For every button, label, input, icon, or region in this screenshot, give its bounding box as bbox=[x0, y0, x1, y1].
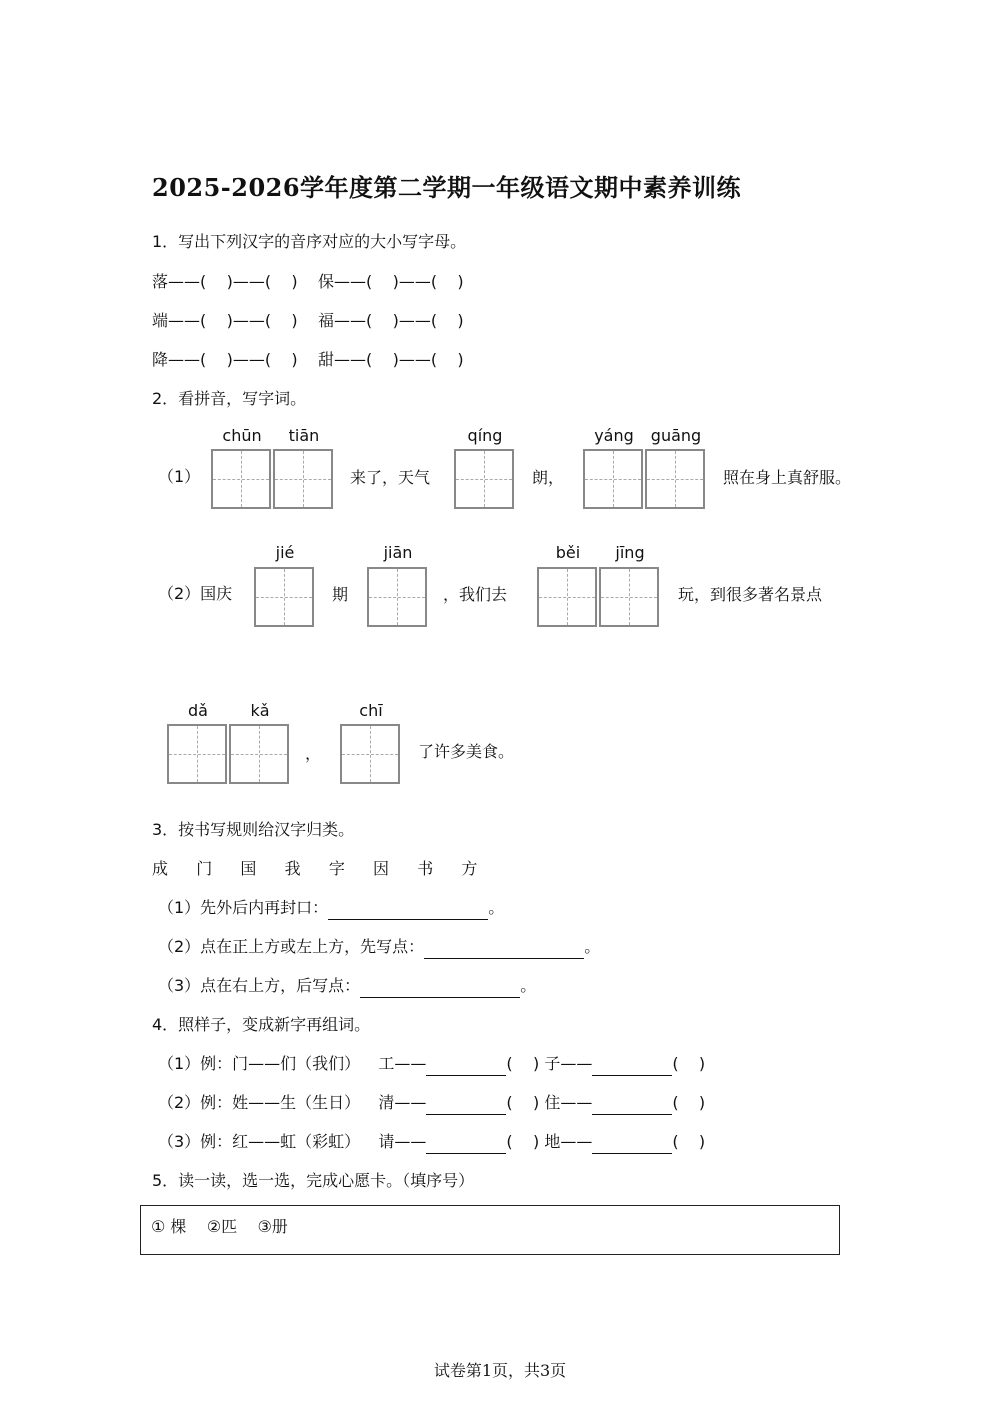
writing-grid[interactable] bbox=[229, 724, 289, 784]
q5-options: ① 棵 ②匹 ③册 bbox=[151, 1217, 288, 1236]
q4-example: （3）例：红——虹（彩虹） bbox=[158, 1132, 361, 1151]
q3-item-3 bbox=[158, 974, 536, 998]
q4-paren[interactable]: ( ) bbox=[672, 1132, 706, 1151]
answer-blank[interactable] bbox=[426, 1096, 506, 1115]
q4-stem: 4．照样子，变成新字再组词。 bbox=[152, 1015, 371, 1034]
page-footer: 试卷第1页，共3页 bbox=[433, 1361, 567, 1380]
q3-stem: 3．按书写规则给汉字归类。 bbox=[152, 820, 355, 839]
pinyin-bei: běi bbox=[555, 543, 581, 562]
q4-word-a: 工—— bbox=[378, 1054, 427, 1073]
writing-grid[interactable] bbox=[254, 567, 314, 627]
q1-row-1: 落——( )——( ) 保——( )——( ) bbox=[152, 272, 464, 291]
answer-blank[interactable] bbox=[592, 1135, 672, 1154]
pinyin-chi: chī bbox=[359, 701, 383, 720]
q3-char: 方 bbox=[461, 859, 478, 878]
q2-item2-text-1: 期 bbox=[332, 585, 349, 604]
q2-item2-text-5: 了许多美食。 bbox=[418, 742, 515, 761]
answer-blank[interactable] bbox=[360, 979, 520, 998]
wish-card-options-box bbox=[140, 1205, 840, 1255]
q4-paren[interactable]: ( ) bbox=[672, 1093, 706, 1112]
q3-item-end: 。 bbox=[584, 937, 601, 956]
q5-stem: 5．读一读，选一选，完成心愿卡。（填序号） bbox=[152, 1171, 475, 1190]
q3-item-2 bbox=[158, 935, 600, 959]
q3-char: 书 bbox=[417, 859, 434, 878]
writing-grid[interactable] bbox=[645, 449, 705, 509]
pinyin-guang: guāng bbox=[650, 426, 702, 445]
page-title: 2025-2026学年度第二学期一年级语文期中素养训练 bbox=[152, 173, 742, 202]
q4-item-1 bbox=[158, 1052, 705, 1076]
pinyin-jing: jīng bbox=[615, 543, 645, 562]
q4-item-3 bbox=[158, 1130, 705, 1154]
pinyin-da: dǎ bbox=[188, 701, 208, 720]
q2-item1-num: （1） bbox=[158, 467, 201, 486]
answer-blank[interactable] bbox=[592, 1057, 672, 1076]
pinyin-jian: jiān bbox=[383, 543, 413, 562]
answer-blank[interactable] bbox=[424, 940, 584, 959]
q3-char: 因 bbox=[373, 859, 390, 878]
q4-example: （1）例：门——们（我们） bbox=[158, 1054, 361, 1073]
q2-item1-text-3: 照在身上真舒服。 bbox=[723, 468, 852, 487]
q3-item-label: （2）点在正上方或左上方，先写点： bbox=[158, 937, 425, 956]
writing-grid[interactable] bbox=[273, 449, 333, 509]
q3-char: 国 bbox=[240, 859, 257, 878]
writing-grid[interactable] bbox=[599, 567, 659, 627]
q3-item-label: （1）先外后内再封口： bbox=[158, 898, 329, 917]
q4-word-a: 清—— bbox=[378, 1093, 427, 1112]
pinyin-chun: chūn bbox=[222, 426, 262, 445]
answer-blank[interactable] bbox=[592, 1096, 672, 1115]
writing-grid[interactable] bbox=[454, 449, 514, 509]
writing-grid[interactable] bbox=[537, 567, 597, 627]
q1-stem: 1．写出下列汉字的音序对应的大小写字母。 bbox=[152, 232, 467, 251]
pinyin-yang: yáng bbox=[594, 426, 634, 445]
q4-paren[interactable]: ( ) bbox=[506, 1132, 540, 1151]
q2-stem: 2．看拼音，写字词。 bbox=[152, 389, 307, 408]
q4-paren[interactable]: ( ) bbox=[506, 1093, 540, 1112]
pinyin-qing: qíng bbox=[467, 426, 503, 445]
q1-row-2: 端——( )——( ) 福——( )——( ) bbox=[152, 311, 464, 330]
answer-blank[interactable] bbox=[426, 1135, 506, 1154]
q3-char: 门 bbox=[196, 859, 213, 878]
q4-word-b: 地—— bbox=[544, 1132, 593, 1151]
q2-item1-text-1: 来了，天气 bbox=[350, 468, 431, 487]
q3-char: 字 bbox=[328, 859, 345, 878]
writing-grid[interactable] bbox=[583, 449, 643, 509]
pinyin-jie: jié bbox=[275, 543, 295, 562]
answer-blank[interactable] bbox=[328, 901, 488, 920]
q3-item-end: 。 bbox=[488, 898, 505, 917]
q3-char: 我 bbox=[284, 859, 301, 878]
q3-item-label: （3）点在右上方，后写点： bbox=[158, 976, 361, 995]
answer-blank[interactable] bbox=[426, 1057, 506, 1076]
pinyin-tian: tiān bbox=[288, 426, 320, 445]
q4-paren[interactable]: ( ) bbox=[506, 1054, 540, 1073]
q3-item-1 bbox=[158, 896, 504, 920]
q2-item2-text-2: ，我们去 bbox=[443, 585, 508, 604]
q4-example: （2）例：姓——生（生日） bbox=[158, 1093, 361, 1112]
pinyin-ka: kǎ bbox=[250, 701, 270, 720]
q4-paren[interactable]: ( ) bbox=[672, 1054, 706, 1073]
q2-item2-text-3: 玩，到很多著名景点 bbox=[678, 585, 823, 604]
q3-char: 成 bbox=[152, 859, 169, 878]
q2-item1-text-2: 朗， bbox=[532, 468, 565, 487]
q2-item2-text-4: ， bbox=[305, 744, 322, 763]
q3-chars bbox=[152, 857, 477, 881]
q4-word-a: 请—— bbox=[378, 1132, 427, 1151]
writing-grid[interactable] bbox=[211, 449, 271, 509]
q1-row-3: 降——( )——( ) 甜——( )——( ) bbox=[152, 350, 464, 369]
writing-grid[interactable] bbox=[167, 724, 227, 784]
q4-word-b: 子—— bbox=[544, 1054, 593, 1073]
q2-item2-num: （2）国庆 bbox=[158, 584, 233, 603]
writing-grid[interactable] bbox=[367, 567, 427, 627]
q3-item-end: 。 bbox=[520, 976, 537, 995]
writing-grid[interactable] bbox=[340, 724, 400, 784]
q4-item-2 bbox=[158, 1091, 705, 1115]
q4-word-b: 住—— bbox=[544, 1093, 593, 1112]
